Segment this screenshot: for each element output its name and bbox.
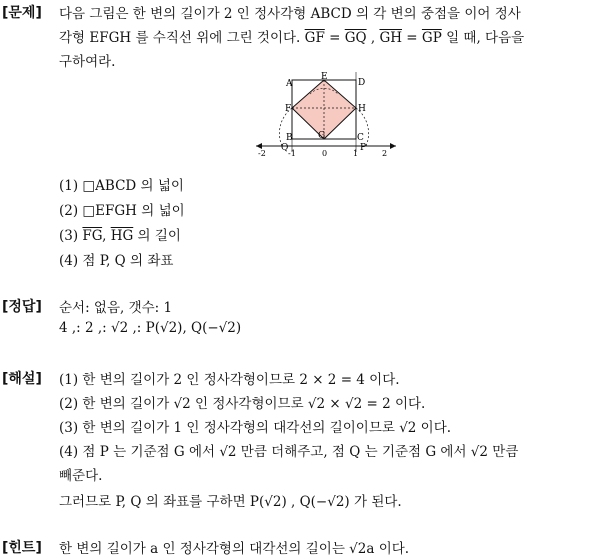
point-p-label: P <box>360 143 367 153</box>
explanation-line-3: (3) 한 변의 길이가 1 인 정사각형의 대각선의 길이이므로 √2 이다. <box>59 420 452 436</box>
problem-line-1: 다음 그림은 한 변의 길이가 2 인 정사각형 ABCD 의 각 변의 중점을 이어 정사 <box>59 6 521 22</box>
tick-1: 1 <box>353 149 359 158</box>
explanation-line-1: (1) 한 변의 길이가 2 인 정사각형이므로 2 × 2 = 4 이다. <box>59 372 400 388</box>
point-f-label: F <box>285 104 292 114</box>
answer-line-2: 4 ,: 2 ,: √2 ,: P(√2), Q(−√2) <box>59 320 242 336</box>
explanation-line-4: (4) 점 P 는 기준점 G 에서 √2 만큼 더해주고, 점 Q 는 기준점 G 에서 √2 만큼 <box>59 444 519 460</box>
tick-neg2: -2 <box>258 149 266 158</box>
answer-label: [정답] <box>2 299 42 315</box>
problem-line-2-text: 각형 EFGH 를 수직선 위에 그린 것이다. <box>59 30 301 46</box>
problem-line-2: 각형 EFGH 를 수직선 위에 그린 것이다. $\overline{GF} = \overline{GQ}$ , $\overline{GH} = \overline{GP}$ 일 때, 다음을 <box>59 30 525 46</box>
point-e-label: E <box>321 72 328 82</box>
segment-fg: $\overline{FG}$ <box>82 228 103 244</box>
point-g-label: G <box>318 131 326 141</box>
segment-hg: $\overline{HG}$ <box>110 228 134 244</box>
problem-line-3: 구하여라. <box>59 54 116 70</box>
point-a-label: A <box>286 79 293 89</box>
point-d-label: D <box>358 78 366 88</box>
segment-gq: $\overline{GQ}$ <box>344 30 367 46</box>
sub-question-2: (2) □EFGH 의 넓이 <box>59 203 185 219</box>
sub-question-3: (3) $\overline{FG}$, $\overline{HG}$ 의 길이 <box>59 228 181 244</box>
geometry-figure <box>250 72 400 158</box>
point-h-label: H <box>358 104 366 114</box>
explanation-line-6: 그러므로 P, Q 의 좌표를 구하면 P(√2) , Q(−√2) 가 된다. <box>59 494 402 510</box>
problem-line-2-tail: 일 때, 다음을 <box>446 30 525 46</box>
problem-label: [문제] <box>2 5 42 21</box>
segment-gf: $\overline{GF}$ <box>304 30 325 46</box>
tick-2: 2 <box>382 149 388 158</box>
hint-label: [힌트] <box>2 540 42 556</box>
segment-gh: $\overline{GH}$ <box>379 30 403 46</box>
tick-neg1: -1 <box>288 149 296 158</box>
sub-question-3-suffix: 의 길이 <box>133 228 181 244</box>
answer-line-1: 순서: 없음, 갯수: 1 <box>59 300 173 316</box>
point-c-label: C <box>357 133 364 143</box>
explanation-label: [해설] <box>2 371 42 387</box>
segment-gp: $\overline{GP}$ <box>421 30 442 46</box>
point-q-label: Q <box>281 143 289 153</box>
hint-text: 한 변의 길이가 a 인 정사각형의 대각선의 길이는 √2a 이다. <box>59 541 410 557</box>
sub-question-3-prefix: (3) <box>59 228 83 244</box>
point-b-label: B <box>286 133 293 143</box>
sub-question-4: (4) 점 P, Q 의 좌표 <box>59 253 174 269</box>
sub-question-1: (1) □ABCD 의 넓이 <box>59 178 184 194</box>
explanation-line-5: 빼준다. <box>59 468 103 484</box>
explanation-line-2: (2) 한 변의 길이가 √2 인 정사각형이므로 √2 × √2 = 2 이다. <box>59 396 426 412</box>
tick-0: 0 <box>322 149 328 158</box>
